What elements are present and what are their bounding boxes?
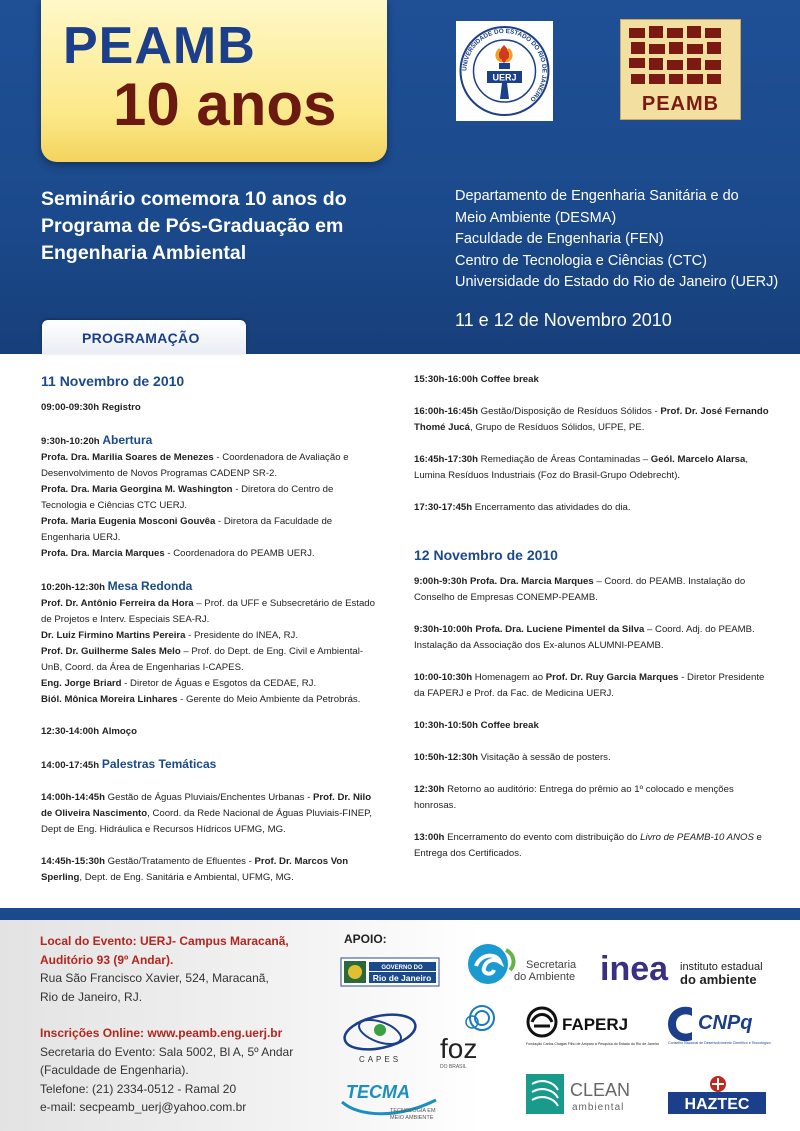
footer	[0, 920, 800, 1131]
title-10-anos: 10 anos	[113, 71, 337, 138]
coffee-break-item	[414, 372, 774, 388]
dept-line: Departamento de Engenharia Sanitária e do	[455, 188, 739, 204]
time: 09:00-09:30h	[41, 402, 100, 413]
speaker-role: – Prof. do Dept. de Eng. Civil e Ambiental-UnB, Coord. da Área de Engenharias I-CAPES.	[41, 646, 364, 673]
speaker-role: - Diretor de Águas e Esgotos da CEDAE, RJ.	[121, 678, 317, 689]
speaker-role: - Diretora do Centro de Tecnologia e Ciências CTC UERJ.	[41, 484, 334, 511]
time: 9:30h-10:20h	[41, 436, 100, 447]
palestra-item	[414, 452, 774, 484]
palestra-item	[414, 404, 774, 436]
email[interactable]: e-mail: secpeamb_uerj@yahoo.com.br	[40, 1100, 247, 1114]
secretaria-ambiente-logo	[466, 940, 578, 988]
speaker-name: Prof. Dr. Nilo de Oliveira Nascimento	[41, 792, 372, 819]
speaker-name: Geól. Marcelo Alarsa	[650, 454, 746, 465]
day2-item	[414, 830, 774, 862]
venue-info	[40, 932, 340, 1117]
book-title: Livro de PEAMB-10 ANOS	[640, 832, 754, 843]
svg-text:ambiental: ambiental	[572, 1102, 625, 1113]
speaker-name: Prof. Dr. Antônio Ferreira da Hora	[41, 598, 194, 609]
speaker-name: Profa. Dra. Marcia Marques	[41, 548, 165, 559]
time: 16:00h-16:45h	[414, 406, 478, 417]
day2-item	[414, 782, 774, 814]
item-text: e Entrega dos Certificados.	[414, 832, 762, 859]
palestra-item	[41, 790, 376, 838]
item-text: Encerramento das atividades do dia.	[472, 502, 631, 513]
svg-text:inea: inea	[600, 950, 669, 988]
time: 10:20h-12:30h	[41, 582, 105, 593]
speaker-name: Prof. Dr. José Fernando Thomé Jucá	[414, 406, 769, 433]
programacao-label: PROGRAMAÇÃO	[82, 330, 200, 346]
day2-item	[414, 622, 774, 654]
speaker-role: - Presidente do INEA, RJ.	[185, 630, 298, 641]
capes-logo	[340, 1008, 420, 1066]
speaker-name: Profa. Dra. Marilia Soares de Menezes	[41, 452, 214, 463]
tecma-logo	[340, 1078, 440, 1124]
item-title: Almoço	[101, 726, 137, 737]
topic: Gestão de Águas Pluviais/Enchentes Urbanas -	[105, 792, 313, 803]
svg-text:GOVERNO DO: GOVERNO DO	[381, 965, 423, 971]
svg-text:CAPES: CAPES	[358, 1055, 402, 1064]
day2-item	[414, 750, 774, 766]
svg-text:CLEAN: CLEAN	[570, 1080, 631, 1100]
svg-text:UERJ: UERJ	[492, 72, 517, 83]
item-title: Coffee break	[480, 374, 539, 385]
topic: Remediação de Áreas Contaminadas –	[478, 454, 651, 465]
uerj-logo	[456, 21, 553, 121]
dept-line: Centro de Tecnologia e Ciências (CTC)	[455, 252, 707, 269]
svg-text:UNIVERSIDADE DO ESTADO DO RIO: UNIVERSIDADE DO ESTADO DO RIO DE JANEIRO	[461, 27, 548, 103]
event-subtitle: Seminário comemora 10 anos do Programa de Pós-Graduação em Engenharia Ambiental	[41, 188, 347, 264]
secretariat-line: (Faculdade de Engenharia).	[40, 1063, 189, 1077]
registration-link[interactable]: Inscrições Online: www.peamb.eng.uerj.br	[40, 1026, 283, 1040]
day2-heading: 12 Novembro de 2010	[414, 547, 558, 563]
time: 10:50h-12:30h	[414, 752, 478, 763]
time: 14:00h-14:45h	[41, 792, 105, 803]
speaker-name: Prof. Dr. Marcos Von Sperling	[41, 856, 349, 883]
item-text: Homenagem ao	[472, 672, 546, 683]
event-dates: 11 e 12 de Novembro 2010	[455, 310, 672, 330]
speaker-role: - Coordenadora do PEAMB UERJ.	[164, 548, 315, 559]
time: 10:30h-10:50h	[414, 720, 478, 731]
item-title: Registro	[101, 402, 141, 413]
abertura-session	[41, 432, 376, 562]
speaker-name: Dr. Luiz Firmino Martins Pereira	[41, 630, 186, 641]
speaker-name: Prof. Dr. Guilherme Sales Melo	[41, 646, 181, 657]
time: 12:30-14:00h	[41, 726, 100, 737]
department-info	[455, 186, 795, 294]
time: 10:00-10:30h	[414, 672, 473, 683]
svg-text:TECMA: TECMA	[346, 1082, 410, 1102]
time: 9:00h-9:30h	[414, 576, 468, 587]
faperj-logo	[524, 1004, 660, 1050]
speaker-role: , Coord. da Rede Nacional de Águas Pluviais-FINEP, Dept de Eng. Hidráulica e Recursos Hídricos UFMG, MG.	[41, 808, 372, 835]
item-title: Coffee break	[478, 720, 539, 731]
dept-line: Universidade do Estado do Rio de Janeiro (UERJ)	[455, 274, 779, 290]
time: 14:45h-15:30h	[41, 856, 105, 867]
secretariat-line: Secretaria do Evento: Sala 5002, Bl A, 5º Andar	[40, 1044, 294, 1059]
time: 16:45h-17:30h	[414, 454, 478, 465]
time: 14:00-17:45h	[41, 760, 100, 771]
encerramento-item	[414, 500, 774, 516]
speaker-role: , Dept. de Eng. Sanitária e Ambiental, UFMG, MG.	[79, 872, 294, 883]
item-text: Retorno ao auditório: Entrega do prêmio ao 1º colocado e menções honrosas.	[414, 784, 734, 811]
title-box	[41, 0, 387, 162]
speaker-name: Profa. Dra. Maria Georgina M. Washington	[41, 484, 233, 495]
time: 15:30h-16:00h	[414, 374, 478, 385]
program-day2-column	[414, 372, 774, 878]
cnpq-logo	[664, 1002, 776, 1046]
mesa-redonda-session	[41, 578, 376, 708]
dept-line: Meio Ambiente (DESMA)	[455, 209, 617, 226]
day2-item	[414, 718, 774, 734]
svg-text:Conselho Nacional de Desenvolv: Conselho Nacional de Desenvolvimento Científico e Tecnológico	[668, 1041, 771, 1045]
program-day1-column	[41, 372, 376, 902]
speaker-role: - Coordenadora de Avaliação e Desenvolvimento de Novos Programas CADENP SR-2.	[41, 452, 349, 479]
speaker-role: , Grupo de Resíduos Sólidos, UFPE, PE.	[469, 422, 645, 433]
speaker-role: - Gerente do Meio Ambiente da Petrobrás.	[177, 694, 361, 705]
inea-logo	[600, 950, 776, 990]
governo-rj-logo	[341, 958, 439, 986]
svg-text:do Ambiente: do Ambiente	[514, 971, 576, 983]
venue-title: Auditório 93 (9º Andar).	[40, 952, 174, 967]
speaker-name: Profa. Dra. Luciene Pimentel da Silva	[472, 624, 645, 635]
item-text: Visitação à sessão de posters.	[478, 752, 611, 763]
svg-text:Rio de Janeiro: Rio de Janeiro	[372, 973, 432, 983]
dept-line: Faculdade de Engenharia (FEN)	[455, 231, 664, 247]
session-title: Abertura	[102, 433, 153, 447]
svg-text:CNPq: CNPq	[698, 1012, 753, 1034]
speaker-role: , Lumina Resíduos Industriais (Foz do Brasil-Grupo Odebrecht).	[414, 454, 749, 481]
svg-text:HAZTEC: HAZTEC	[684, 1096, 750, 1113]
speaker-name: Prof. Dr. Ruy Garcia Marques	[545, 672, 679, 683]
topic: Gestão/Disposição de Resíduos Sólidos -	[478, 406, 661, 417]
foz-do-brasil-logo	[436, 1002, 506, 1072]
svg-text:instituto estadual: instituto estadual	[680, 961, 763, 973]
day2-item	[414, 574, 774, 606]
time: 12:30h	[414, 784, 445, 795]
svg-text:do ambiente: do ambiente	[680, 972, 757, 987]
day2-item	[414, 670, 774, 702]
venue-title: Local do Evento: UERJ- Campus Maracanã,	[40, 934, 289, 948]
speaker-role: - Diretora da Faculdade de Engenharia UERJ.	[41, 516, 333, 543]
clean-ambiental-logo	[524, 1072, 642, 1118]
time: 13:00h	[414, 832, 445, 843]
apoio-label: APOIO:	[344, 932, 387, 946]
title-peamb: PEAMB	[63, 17, 256, 75]
item-text: - Diretor Presidente da FAPERJ e Prof. da Fac. de Medicina UERJ.	[414, 672, 765, 699]
speaker-name: Profa. Dra. Marcia Marques	[467, 576, 594, 587]
speaker-name: Eng. Jorge Briard	[41, 678, 122, 689]
topic: Gestão/Tratamento de Efluentes -	[105, 856, 255, 867]
address-line: Rua São Francisco Xavier, 524, Maracanã,	[40, 971, 269, 985]
address-line: Rio de Janeiro, RJ.	[40, 989, 143, 1004]
registro-item	[41, 400, 376, 416]
header-banner	[0, 0, 800, 354]
haztec-logo	[666, 1074, 768, 1116]
time: 17:30-17:45h	[414, 502, 473, 513]
svg-text:Secretaria: Secretaria	[526, 959, 577, 971]
speaker-name: Profa. Maria Eugenia Mosconi Gouvêa	[41, 516, 216, 527]
svg-text:Fundação Carlos Chagas Filho d: Fundação Carlos Chagas Filho de Amparo à Pesquisa do Estado do Rio de Janeiro	[526, 1042, 660, 1046]
programacao-tab	[42, 320, 246, 354]
session-title: Palestras Temáticas	[101, 757, 217, 771]
time: 9:30h-10:00h	[414, 624, 473, 635]
peamb-logo	[620, 19, 741, 120]
svg-text:MEIO AMBIENTE: MEIO AMBIENTE	[390, 1115, 434, 1121]
item-text: – Coord. Adj. do PEAMB. Instalação da Associação dos Ex-alunos ALUMNI-PEAMB.	[414, 624, 755, 651]
svg-text:TECNOLOGIA EM: TECNOLOGIA EM	[390, 1108, 436, 1114]
palestra-item	[41, 854, 376, 886]
speaker-role: – Prof. da UFF e Subsecretário de Estado de Projetos e Interv. Especiais SEA-RJ.	[41, 598, 375, 625]
speaker-name: Biól. Mônica Moreira Linhares	[41, 694, 178, 705]
almoco-item	[41, 724, 376, 740]
session-title: Mesa Redonda	[107, 579, 193, 593]
item-text: – Coord. do PEAMB. Instalação do Conselho de Empresas CONEMP-PEAMB.	[414, 576, 746, 603]
palestras-heading	[41, 756, 376, 774]
svg-text:DO BRASIL: DO BRASIL	[440, 1064, 467, 1070]
day1-heading: 11 Novembro de 2010	[41, 373, 185, 389]
svg-text:PEAMB: PEAMB	[641, 93, 720, 115]
footer-divider	[0, 908, 800, 920]
phone: Telefone: (21) 2334-0512 - Ramal 20	[40, 1081, 237, 1096]
svg-text:FAPERJ: FAPERJ	[562, 1015, 629, 1034]
item-text: Encerramento do evento com distribuição do	[444, 832, 641, 843]
svg-text:foz: foz	[440, 1033, 478, 1064]
